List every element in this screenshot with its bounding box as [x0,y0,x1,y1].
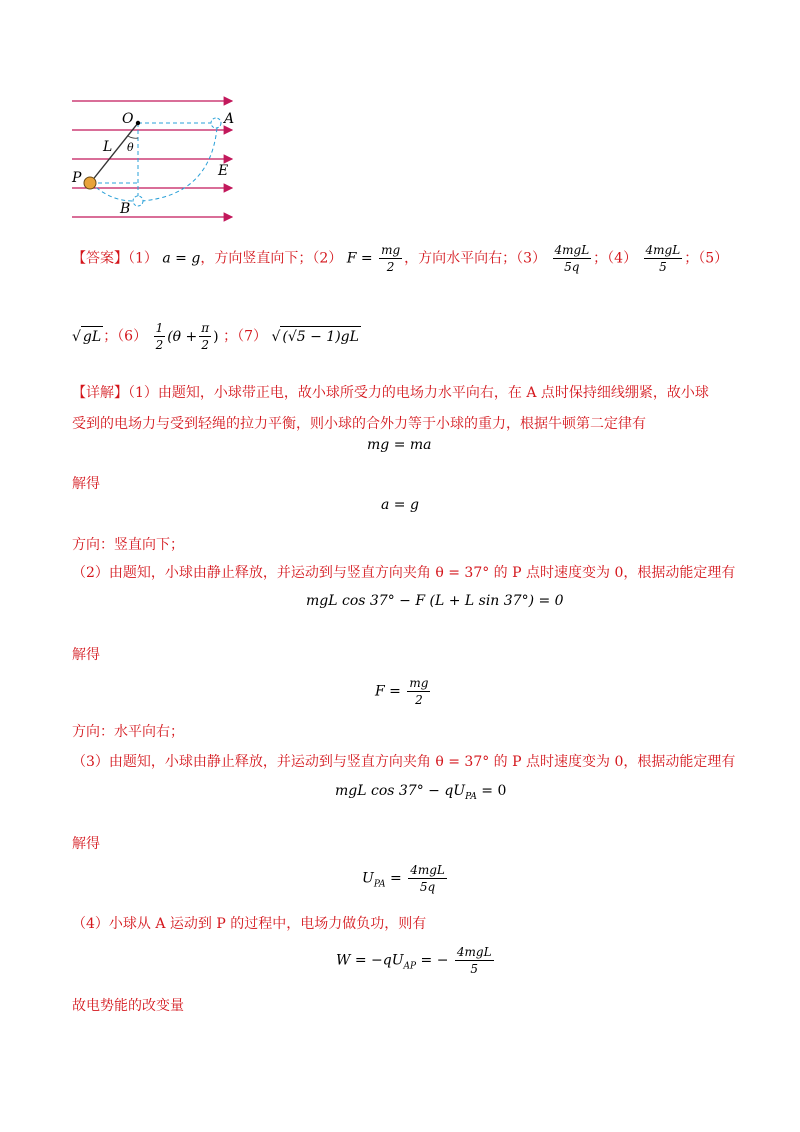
equation-2: a = g [381,497,419,513]
detail-line-5: （4）小球从 A 运动到 P 的过程中，电场力做负功，则有 [72,916,427,932]
detail-line-4: （3）由题知，小球由静止释放，并运动到与竖直方向夹角 θ = 37° 的 P 点时速度变为 0，根据动能定理有 [72,754,736,770]
equation-7: $W = -qU_{AP}$ = − $\frac{\text{4mgL}}{5}$ [336,945,492,976]
label-P: P [72,170,82,186]
answer-line-2: √ gL ；（6） $\frac{1}{2}$ (θ + $\frac{\pi}{2}$ ) ；（7） √ (√5 − 1)gL [72,321,359,352]
solve-label-1: 解得 [72,476,100,492]
label-theta: θ [127,141,134,154]
ball-at-A [211,118,221,128]
answer-tag: 【答案】 [72,250,128,267]
answer-7-expr: √ (√5 − 1)gL [271,329,360,345]
equation-3: mgL cos 37° − F (L + L sin 37°) = 0 [306,593,564,609]
dashed-paths [91,123,217,201]
solve-label-3: 解得 [72,836,100,852]
direction-1: 方向：竖直向下； [72,537,184,553]
detail-line-1: 【详解】（1）由题知，小球带正电，故小球所受力的电场力水平向右，在 A 点时保持细线绷紧，故小球 [72,385,709,401]
label-O: O [122,111,134,127]
equation-6: $U_{PA}$ = $\frac{\text{4mgL}}{5q}$ [362,863,445,894]
solve-label-2: 解得 [72,647,100,663]
answer-3-frac: $\frac{\text{4mgL}}{5q}$ [554,243,590,274]
detail-line-3: （2）由题知，小球由静止释放，并运动到与竖直方向夹角 θ = 37° 的 P 点时速度变为 0，根据动能定理有 [72,565,736,581]
angle-arc [128,136,138,138]
answer-2-frac: $\frac{mg}{2}$ [381,243,401,274]
answer-4-frac: $\frac{\text{4mgL}}{5}$ [645,243,681,274]
answer-5-expr: √ gL [72,329,103,345]
label-A: A [224,111,235,127]
equation-4: F = $\frac{mg}{2}$ [375,676,429,707]
detail-tag: 【详解】 [72,385,128,401]
detail-line-6: 故电势能的改变量 [72,998,184,1014]
detail-line-2: 受到的电场力与受到轻绳的拉力平衡，则小球的合外力等于小球的重力，根据牛顿第二定律有 [72,416,646,432]
equation-1: mg = ma [367,437,432,453]
equation-5: mgL $\cos 37^\circ - qU_{PA} = 0$ [335,783,507,802]
ball-at-B [133,196,143,206]
label-L: L [103,139,113,155]
pivot-O [136,121,140,125]
direction-2: 方向：水平向右； [72,724,184,740]
physics-figure [70,95,245,225]
label-E: E [218,163,229,179]
answer-1-expr: a = g [162,250,201,267]
label-B: B [120,201,131,217]
answer-line-1: 【答案】（1） a = g，方向竖直向下；（2） F = $\frac{mg}{2}$ ，方向水平向右；（3） $\frac{\text{4mgL}}{5q}$ ；（4） $\frac{\text{4mgL}}{5}$ ；（5） [72,243,729,274]
answer-6-expr: $\frac{1}{2}$ (θ + $\frac{\pi}{2}$ ) [155,321,219,352]
ball-at-P [84,177,96,189]
